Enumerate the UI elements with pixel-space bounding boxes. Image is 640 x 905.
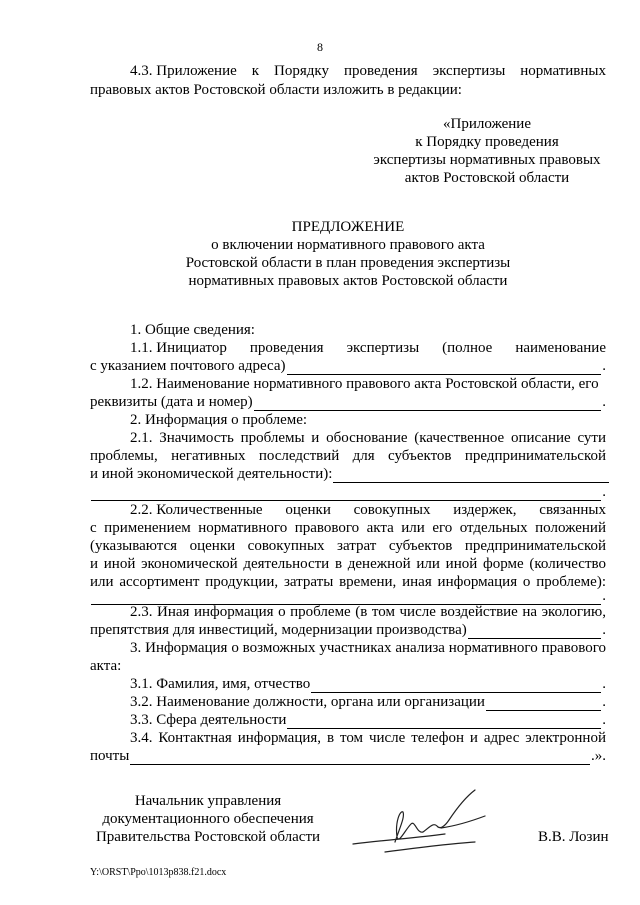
blank-field-line — [91, 486, 601, 501]
section-1-2-line-2 — [90, 393, 606, 411]
title-main: ПРЕДЛОЖЕНИЕ — [291, 219, 405, 235]
punct: . — [602, 622, 606, 638]
section-3-line-1: 3. Информация о возможных участниках анализа нормативного правового — [130, 640, 606, 656]
section-1-1-line-1 — [130, 339, 606, 357]
blank-field-line — [130, 750, 590, 765]
handwritten-signature — [345, 782, 505, 862]
blank-field-line — [333, 468, 609, 483]
punct: . — [602, 712, 606, 728]
section-2-2-line-4: и иной экономической деятельности в денежной или иной форме (количество — [90, 556, 606, 572]
appendix-line: «Приложение — [442, 116, 531, 132]
title-sub-line: о включении нормативного правового акта — [211, 237, 485, 253]
label: 3.2. Наименование должности, органа или организации — [130, 694, 485, 710]
blank-field-line — [468, 624, 602, 639]
section-3-2 — [130, 693, 606, 711]
word: проведения — [249, 340, 324, 356]
punct: . — [602, 694, 606, 710]
section-2-2-line-1 — [130, 501, 606, 519]
appendix-heading — [370, 115, 604, 187]
section-2-heading: 2. Информация о проблеме: — [130, 412, 308, 428]
blank-field-line — [254, 396, 602, 411]
word: совокупных — [353, 502, 431, 518]
punct: .». — [591, 748, 606, 764]
document-title — [90, 218, 606, 290]
section-1-1-line-2 — [90, 357, 606, 375]
section-2-1-line-1: 2.1. Значимость проблемы и обоснование (качественное описание сути — [130, 430, 606, 446]
word: 2.2. Количественные — [130, 502, 263, 518]
punct: . — [602, 484, 606, 500]
word: (полное — [442, 340, 493, 356]
section-3-line-2: акта: — [90, 658, 122, 674]
title-sub-line: нормативных правовых актов Ростовской области — [188, 273, 508, 289]
word: экспертизы — [346, 340, 420, 356]
appendix-line: экспертизы нормативных правовых — [373, 152, 601, 168]
signer-position-line: Правительства Ростовской области — [95, 829, 321, 845]
appendix-line: к Порядку проведения — [415, 134, 559, 150]
intro-word: Порядку — [274, 63, 329, 79]
label: 3.1. Фамилия, имя, отчество — [130, 676, 311, 692]
intro-line-2: правовых актов Ростовской области изложить в редакции: — [90, 82, 462, 98]
label: 3.3. Сфера деятельности — [130, 712, 287, 728]
intro-word: 4.3. Приложение — [130, 63, 237, 79]
blank-field-line — [287, 360, 602, 375]
page-number: 8 — [317, 40, 323, 54]
punct: . — [602, 588, 606, 604]
section-2-1-blank-line — [90, 483, 606, 501]
punct: . — [602, 394, 606, 410]
blank-field-line — [311, 678, 601, 693]
section-3-1 — [130, 675, 606, 693]
section-2-2-line-3: (указываются оценки совокупных затрат субъектов предпринимательской — [90, 538, 606, 554]
title-sub-line: Ростовской области в план проведения экспертизы — [185, 255, 511, 271]
section-1-2-line-1: 1.2. Наименование нормативного правового акта Ростовской области, его — [130, 376, 599, 392]
label: почты — [90, 748, 130, 764]
section-2-2-line-2: с применением нормативного правового акта или его отдельных положений — [90, 520, 606, 536]
intro-word: экспертизы — [432, 63, 506, 79]
label: и иной экономической деятельности): — [90, 466, 333, 482]
intro-word: проведения — [343, 63, 418, 79]
section-3-3 — [130, 711, 606, 729]
intro-word: к — [251, 63, 260, 79]
signer-name: В.В. Лозин — [538, 829, 609, 845]
signer-position-line: Начальник управления — [134, 793, 282, 809]
signer-position — [90, 792, 326, 846]
punct: . — [602, 676, 606, 692]
word: связанных — [539, 502, 606, 518]
section-2-2-line-5: или ассортимент продукции, затраты времени, иная информация о проблеме): — [90, 574, 606, 590]
label: с указанием почтового адреса) — [90, 358, 286, 374]
section-3-4-line-1: 3.4. Контактная информация, в том числе телефон и адрес электронной — [130, 730, 606, 746]
word: наименование — [515, 340, 606, 356]
section-3-4-line-2 — [90, 747, 606, 765]
section-2-1-line-2: проблемы, негативных последствий для субъектов предпринимательской — [90, 448, 606, 464]
word: 1.1. Инициатор — [130, 340, 227, 356]
section-2-3-line-2 — [90, 621, 606, 639]
blank-field-line — [486, 696, 601, 711]
word: оценки — [285, 502, 331, 518]
word: издержек, — [453, 502, 517, 518]
appendix-line: актов Ростовской области — [404, 170, 570, 186]
section-2-3-line-1: 2.3. Иная информация о проблеме (в том числе воздействие на экологию, — [130, 604, 606, 620]
label: реквизиты (дата и номер) — [90, 394, 253, 410]
blank-field-line — [287, 714, 601, 729]
file-path-footer: Y:\ORST\Ppo\1013p838.f21.docx — [90, 867, 227, 878]
intro-word: нормативных — [520, 63, 606, 79]
intro-line-1 — [130, 62, 606, 80]
section-2-1-line-3 — [90, 465, 610, 483]
section-1-heading: 1. Общие сведения: — [130, 322, 255, 338]
signer-position-line: документационного обеспечения — [102, 811, 314, 827]
punct: . — [602, 358, 606, 374]
label: препятствия для инвестиций, модернизации производства) — [90, 622, 467, 638]
